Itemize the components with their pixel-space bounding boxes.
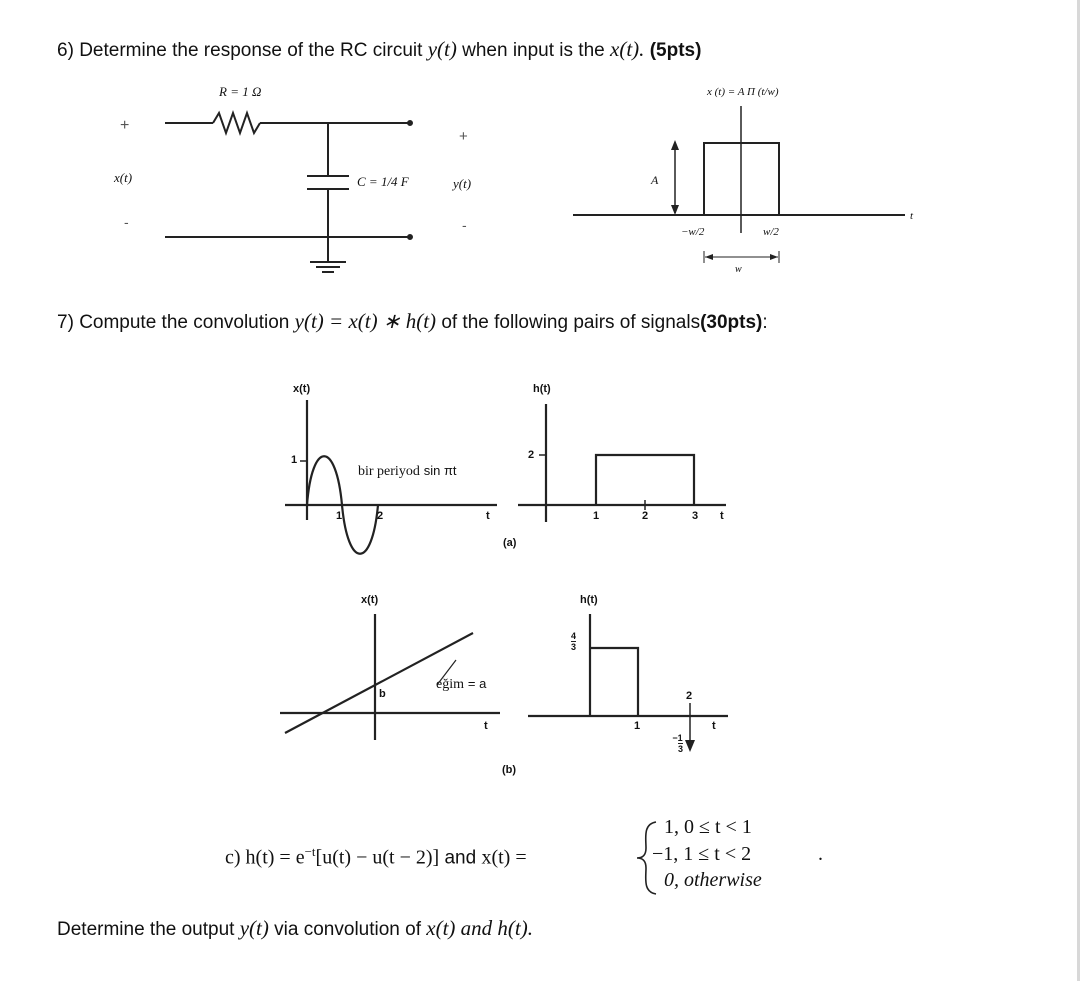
q6-text-mid: when input is the bbox=[462, 40, 605, 61]
final-mid: via convolution of bbox=[274, 919, 421, 940]
part-b-h-t: t bbox=[712, 720, 716, 732]
question-7 bbox=[57, 309, 768, 334]
part-a-h-t: t bbox=[720, 510, 724, 522]
part-a-h-plot bbox=[518, 404, 726, 522]
part-b-h-neg bbox=[672, 733, 683, 754]
q7-formula: y(t) = x(t) ∗ h(t) bbox=[294, 309, 437, 333]
part-b-h-neg-num: −1 bbox=[672, 733, 683, 743]
part-a-note-text: bir periyod bbox=[358, 464, 420, 479]
pulse-diagram bbox=[573, 106, 905, 263]
q7-text: Compute the convolution bbox=[79, 312, 290, 333]
q6-number: 6) bbox=[57, 40, 74, 61]
part-b-h-rectangle bbox=[590, 648, 638, 716]
q6-points: (5pts) bbox=[649, 40, 702, 61]
input-minus-sign: - bbox=[124, 214, 129, 230]
resistor-label: R = 1 Ω bbox=[219, 84, 262, 99]
part-c-statement bbox=[225, 844, 527, 869]
rc-circuit-diagram bbox=[165, 113, 412, 272]
pulse-right-edge-label: w/2 bbox=[763, 226, 779, 238]
q7-number: 7) bbox=[57, 312, 74, 333]
part-c-case-3: 0, otherwise bbox=[664, 869, 762, 891]
part-a-x-peak: 1 bbox=[291, 454, 298, 466]
q7-text-after: of the following pairs of signals bbox=[441, 312, 701, 333]
part-a-h-tick-3: 3 bbox=[692, 510, 699, 522]
final-y: y(t) bbox=[239, 916, 269, 940]
part-a-h-tick-1: 1 bbox=[593, 510, 600, 522]
part-a-x-t: t bbox=[486, 510, 490, 522]
part-b-h-height bbox=[571, 631, 576, 652]
part-c-step-terms: [u(t) − u(t − 2)] bbox=[315, 846, 440, 869]
part-b-x-intercept: b bbox=[379, 688, 386, 700]
final-instruction bbox=[57, 916, 533, 941]
q7-points: (30pts) bbox=[700, 312, 763, 333]
part-b-h-tick-2: 2 bbox=[686, 690, 693, 702]
q6-x-expr: x(t). bbox=[610, 37, 645, 61]
part-c-exponent: −t bbox=[304, 844, 316, 859]
part-c-x-def: x(t) = bbox=[481, 846, 527, 869]
part-b-h-height-den: 3 bbox=[571, 642, 577, 652]
capacitor-label: C = 1/4 F bbox=[357, 174, 409, 189]
q7-colon: : bbox=[762, 312, 768, 333]
part-a-x-tick-2: 2 bbox=[377, 510, 384, 522]
part-a-h-label: h(t) bbox=[533, 383, 551, 395]
pulse-width-label: w bbox=[735, 264, 742, 275]
part-a-caption: (a) bbox=[503, 537, 517, 549]
part-b-h-plot bbox=[528, 614, 728, 752]
part-a-h-rectangle bbox=[596, 455, 694, 505]
part-c-case-2: −1, 1 ≤ t < 2 bbox=[652, 843, 752, 865]
part-a-x-label: x(t) bbox=[293, 383, 311, 395]
part-b-h-height-num: 4 bbox=[571, 631, 577, 641]
q6-y-expr: y(t) bbox=[427, 37, 457, 61]
part-b-h-neg-den: 3 bbox=[678, 744, 684, 754]
part-a-note-fn: sin πt bbox=[423, 463, 457, 478]
output-plus-sign: + bbox=[459, 128, 468, 145]
pulse-formula: x (t) = A Π (t/w) bbox=[707, 86, 779, 98]
part-b-x-label: x(t) bbox=[361, 594, 379, 606]
part-b-h-label: h(t) bbox=[580, 594, 598, 606]
part-c-prefix: c) h(t) = e bbox=[225, 846, 305, 869]
part-b-h-tick-1: 1 bbox=[634, 720, 641, 732]
part-a-x-note bbox=[358, 462, 457, 480]
part-b-slope-label: eğim bbox=[436, 677, 464, 692]
final-text: Determine the output bbox=[57, 919, 235, 940]
part-a-h-tick-2: 2 bbox=[642, 510, 649, 522]
part-c-period: . bbox=[818, 843, 823, 865]
part-c-and: and bbox=[444, 847, 477, 869]
output-label: y(t) bbox=[453, 176, 472, 191]
input-label: x(t) bbox=[114, 170, 133, 185]
part-c-case-1: 1, 0 ≤ t < 1 bbox=[664, 816, 752, 838]
part-b-caption: (b) bbox=[502, 764, 517, 776]
part-b-x-t: t bbox=[484, 720, 488, 732]
part-a-x-tick-1: 1 bbox=[336, 510, 343, 522]
input-plus-sign: + bbox=[120, 117, 130, 134]
part-a-h-height: 2 bbox=[528, 449, 535, 461]
pulse-amplitude-label: A bbox=[651, 173, 659, 187]
resistor-symbol bbox=[213, 113, 260, 133]
pulse-t-label: t bbox=[910, 210, 914, 222]
q6-text: Determine the response of the RC circuit bbox=[79, 40, 423, 61]
pulse-left-edge-label: −w/2 bbox=[681, 226, 705, 238]
final-expr: x(t) and h(t). bbox=[426, 916, 533, 940]
part-b-slope-value: = a bbox=[467, 676, 487, 691]
part-b-slope-note bbox=[436, 675, 486, 693]
output-minus-sign: - bbox=[462, 217, 467, 233]
